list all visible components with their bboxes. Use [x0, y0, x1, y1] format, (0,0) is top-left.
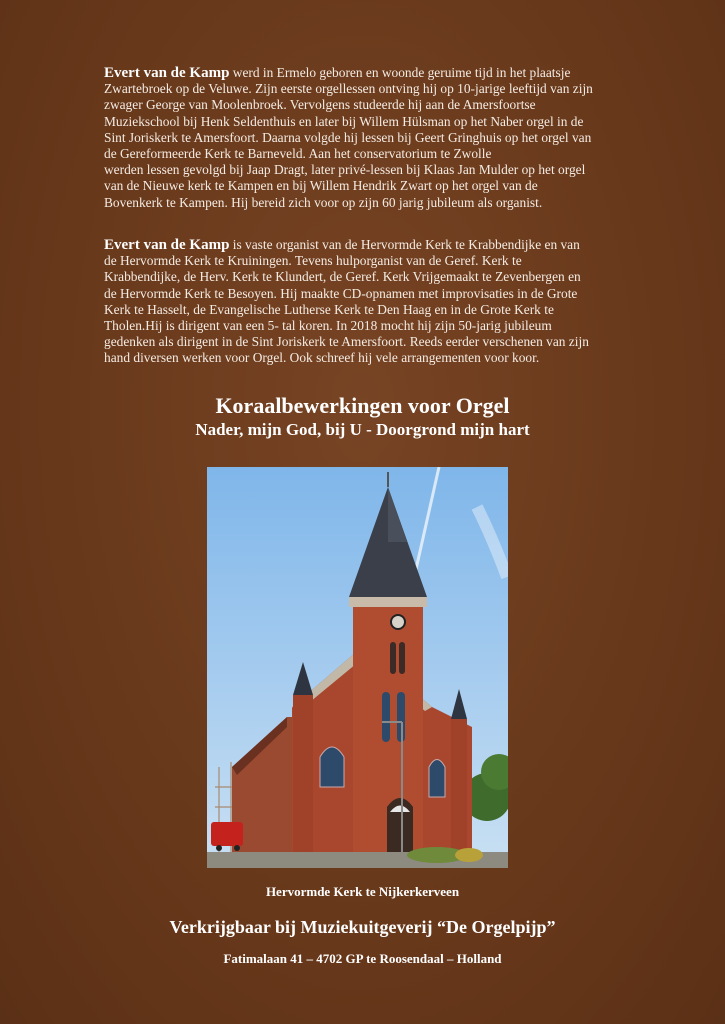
biography-paragraph-2	[104, 237, 644, 367]
bio-line: hand diversen werken voor Orgel. Ook schreef hij vele arrangementen voor koor.	[104, 350, 540, 366]
bio-line: van de Nieuwe kerk te Kampen en bij Willem Hendrik Zwart op het orgel van de	[104, 178, 538, 194]
composer-name: Evert van de Kamp	[104, 65, 230, 81]
bio-line: Evert van de Kamp is vaste organist van de Hervormde Kerk te Krabbendijke en van	[104, 237, 580, 253]
bio-line: werden lessen gevolgd bij Jaap Dragt, later privé-lessen bij Klaas Jan Mulder op het orgel	[104, 162, 586, 178]
bio-line: Zwartebroek op de Veluwe. Zijn eerste orgellessen ontving hij op 10-jarige leeftijd van zijn	[104, 81, 593, 97]
bio-line: Muziekschool bij Henk Seldenthuis en later bij Willem Hülsman op het Naber orgel in de	[104, 113, 584, 129]
church-illustration	[207, 467, 508, 868]
bio-line: Tholen.Hij is dirigent van een 5- tal koren. In 2018 mocht hij zijn 50-jarig jubileum	[104, 318, 552, 334]
bio-line: Kerk te Hasselt, de Evangelische Lutherse Kerk te Den Haag en in de Grote Kerk te	[104, 301, 554, 317]
book-subtitle: Nader, mijn God, bij U - Doorgrond mijn hart	[195, 420, 530, 439]
bio-line: Bovenkerk te Kampen. Hij bereid zich voor op zijn 60 jarig jubileum als organist.	[104, 194, 543, 210]
bio-line: Krabbendijke, de Herv. Kerk te Klundert, de Geref. Kerk Vrijgemaakt te Zevenbergen en	[104, 269, 581, 285]
bio-line: Sint Joriskerk te Amersfoort. Daarna volgde hij lessen bij Geert Gringhuis op het orgel van	[104, 129, 592, 145]
composer-name: Evert van de Kamp	[104, 237, 230, 253]
bio-line: Evert van de Kamp werd in Ermelo geboren en woonde geruime tijd in het plaatsje	[104, 65, 571, 81]
publisher-address: Fatimalaan 41 – 4702 GP te Roosendaal – Holland	[223, 951, 502, 966]
biography-paragraph-1	[104, 65, 644, 211]
publisher-availability: Verkrijgbaar bij Muziekuitgeverij “De Orgelpijp”	[169, 917, 556, 937]
bio-line: gedenken als dirigent in de Sint Joriskerk te Amersfoort. Reeds eerder verschenen van zijn	[104, 334, 589, 350]
church-photo	[207, 467, 508, 868]
bio-line: de Hervormde Kerk te Kruiningen. Tevens hulporganist van de Geref. Kerk te	[104, 253, 522, 269]
photo-caption: Hervormde Kerk te Nijkerkerveen	[265, 884, 460, 899]
bio-line: de Gereformeerde Kerk te Barneveld. Aan het conservatorium te Zwolle	[104, 146, 492, 162]
bio-line: zwager George van Moolenbroek. Vervolgens studeerde hij aan de Amersfoortse	[104, 97, 536, 113]
book-title: Koraalbewerkingen voor Orgel	[215, 393, 510, 418]
bio-line: de Hervormde Kerk te Besoyen. Hij maakte CD-opnamen met improvisaties in de Grote	[104, 285, 578, 301]
